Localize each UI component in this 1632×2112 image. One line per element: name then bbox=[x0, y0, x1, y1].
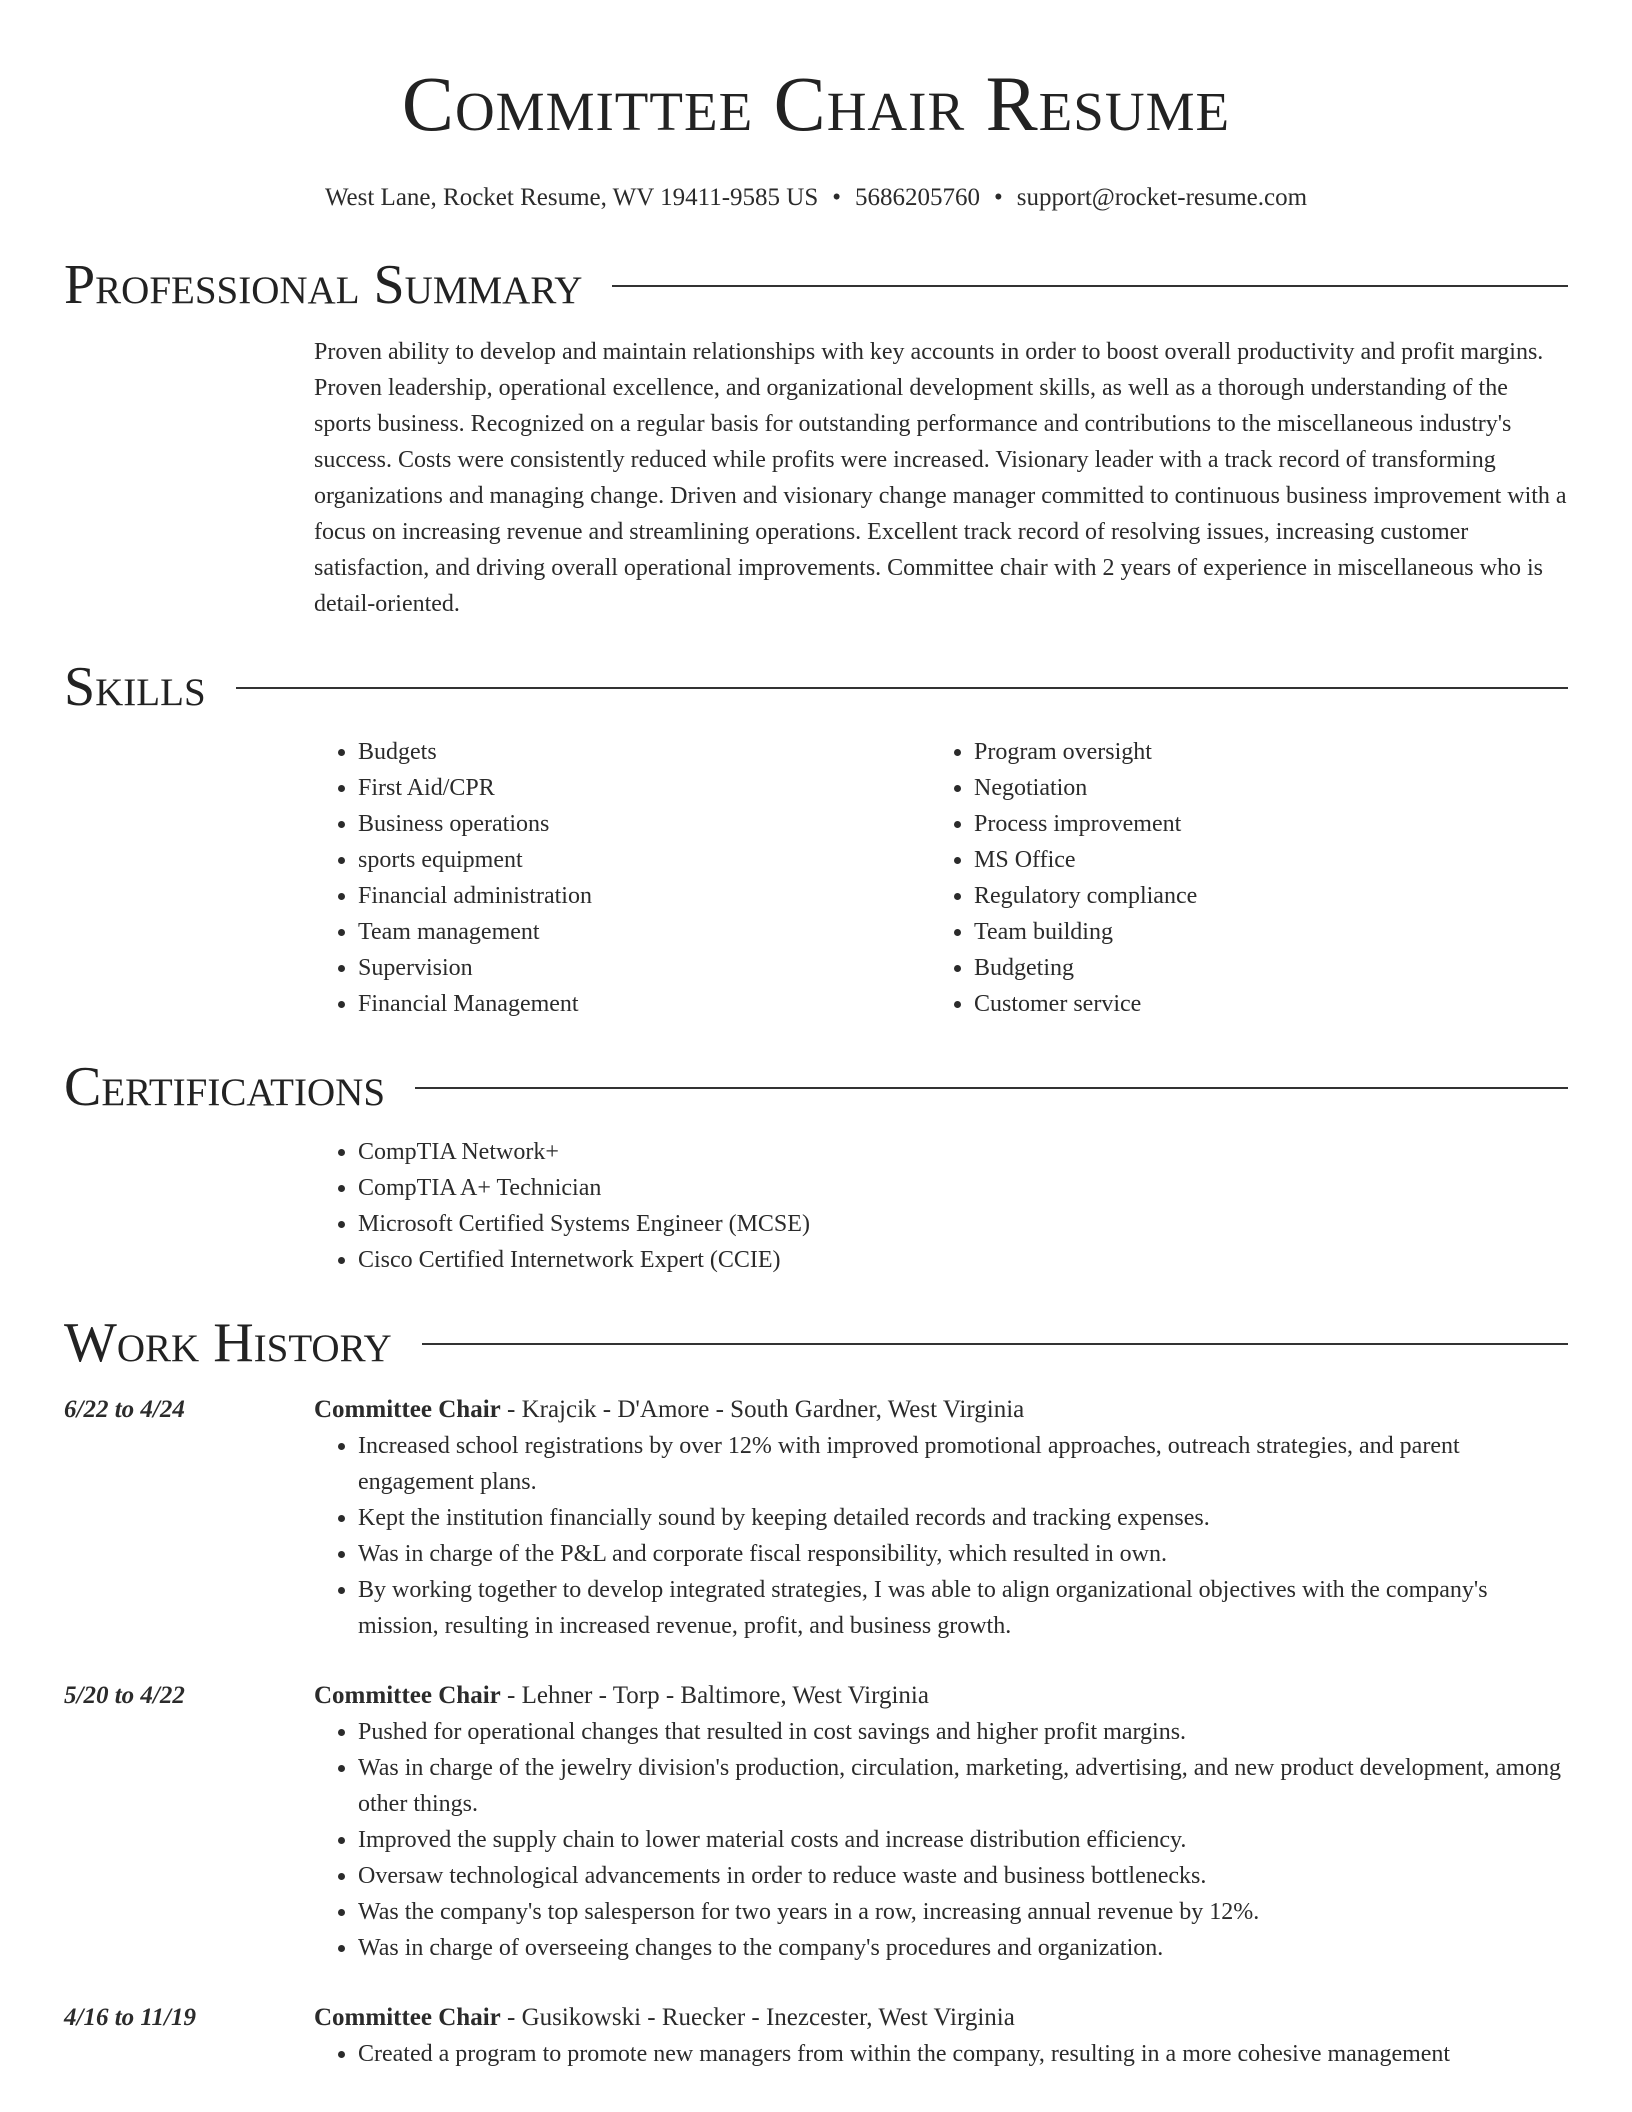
skill-item: • Budgeting bbox=[974, 950, 1546, 986]
skill-item: • Process improvement bbox=[974, 806, 1546, 842]
certification-item: • CompTIA A+ Technician bbox=[358, 1170, 1568, 1206]
job-company: - Lehner - Torp - Baltimore, West Virginia bbox=[500, 1682, 929, 1709]
job-bullet: • Kept the institution financially sound by keeping detailed records and tracking expenses. bbox=[358, 1500, 1568, 1536]
skills-section bbox=[64, 652, 1568, 1022]
job-bullet: • Increased school registrations by over 12% with improved promotional approaches, outreach strategies, and parent engagement plans. bbox=[358, 1428, 1568, 1500]
contact-separator: • bbox=[994, 184, 1003, 211]
contact-separator: • bbox=[832, 184, 841, 211]
contact-line bbox=[0, 184, 1632, 212]
certifications-section bbox=[64, 1052, 1568, 1278]
skill-item: • Supervision bbox=[358, 950, 930, 986]
job-entry bbox=[64, 1678, 1568, 1966]
job-company: - Krajcik - D'Amore - South Gardner, West Virginia bbox=[500, 1396, 1025, 1423]
skill-item: • Financial Management bbox=[358, 986, 930, 1022]
job-bullets bbox=[314, 2036, 1568, 2072]
skill-item: • Program oversight bbox=[974, 734, 1546, 770]
section-heading bbox=[64, 1308, 1568, 1378]
certification-item: • CompTIA Network+ bbox=[358, 1134, 1568, 1170]
skill-item: • Negotiation bbox=[974, 770, 1546, 806]
resume-title: Committee Chair Resume bbox=[401, 60, 1231, 147]
skill-item: • Team management bbox=[358, 914, 930, 950]
section-heading bbox=[64, 250, 1568, 320]
certifications-body bbox=[314, 1134, 1568, 1278]
work-history-section bbox=[64, 1308, 1568, 1378]
job-details bbox=[314, 1678, 1568, 1966]
skills-column-left bbox=[314, 734, 930, 1022]
skill-item: • MS Office bbox=[974, 842, 1546, 878]
contact-email: support@rocket-resume.com bbox=[1016, 184, 1308, 211]
job-entry bbox=[64, 1392, 1568, 1644]
job-bullet: • By working together to develop integrated strategies, I was able to align organizational objectives with the company's mission, resulting in increased revenue, profit, and business growth. bbox=[358, 1572, 1568, 1644]
job-title: Committee Chair bbox=[314, 2004, 501, 2031]
section-divider bbox=[612, 285, 1568, 287]
skill-item: • Customer service bbox=[974, 986, 1546, 1022]
job-dates: 5/20 to 4/22 bbox=[64, 1682, 185, 1709]
skill-item: • Business operations bbox=[358, 806, 930, 842]
skill-item: • sports equipment bbox=[358, 842, 930, 878]
job-bullets bbox=[314, 1714, 1568, 1966]
job-entry bbox=[64, 2000, 1568, 2072]
section-divider bbox=[236, 687, 1568, 689]
contact-phone: 5686205760 bbox=[855, 184, 980, 211]
skill-item: • First Aid/CPR bbox=[358, 770, 930, 806]
job-bullets bbox=[314, 1428, 1568, 1644]
skill-item: • Financial administration bbox=[358, 878, 930, 914]
job-dates: 4/16 to 11/19 bbox=[64, 2004, 196, 2031]
summary-body bbox=[314, 334, 1568, 622]
section-heading bbox=[64, 1052, 1568, 1122]
job-bullet: • Was in charge of the jewelry division's production, circulation, marketing, advertising, and new product development, among other things. bbox=[358, 1750, 1568, 1822]
skill-item: • Budgets bbox=[358, 734, 930, 770]
skills-body bbox=[314, 734, 1568, 1022]
resume-header bbox=[0, 0, 1632, 212]
summary-title: Professional Summary bbox=[64, 254, 583, 316]
job-bullet: • Oversaw technological advancements in order to reduce waste and business bottlenecks. bbox=[358, 1858, 1568, 1894]
job-bullet: • Improved the supply chain to lower material costs and increase distribution efficiency. bbox=[358, 1822, 1568, 1858]
job-bullet: • Was in charge of the P&L and corporate fiscal responsibility, which resulted in own. bbox=[358, 1536, 1568, 1572]
certification-item: • Microsoft Certified Systems Engineer (MCSE) bbox=[358, 1206, 1568, 1242]
skills-title: Skills bbox=[64, 656, 206, 718]
job-bullet: • Was in charge of overseeing changes to the company's procedures and organization. bbox=[358, 1930, 1568, 1966]
job-heading bbox=[314, 1678, 1568, 1714]
job-details bbox=[314, 1392, 1568, 1644]
job-heading bbox=[314, 2000, 1568, 2036]
job-title: Committee Chair bbox=[314, 1396, 501, 1423]
job-company: - Gusikowski - Ruecker - Inezcester, West Virginia bbox=[500, 2004, 1015, 2031]
certifications-title: Certifications bbox=[64, 1056, 386, 1118]
job-heading bbox=[314, 1392, 1568, 1428]
section-divider bbox=[415, 1087, 1568, 1089]
job-title: Committee Chair bbox=[314, 1682, 501, 1709]
work-history-title: Work History bbox=[64, 1312, 392, 1374]
job-bullet: • Created a program to promote new managers from within the company, resulting in a more cohesive management bbox=[358, 2036, 1568, 2072]
summary-section bbox=[64, 250, 1568, 622]
skill-item: • Regulatory compliance bbox=[974, 878, 1546, 914]
skills-column-right bbox=[930, 734, 1546, 1022]
job-dates: 6/22 to 4/24 bbox=[64, 1396, 185, 1423]
certification-item: • Cisco Certified Internetwork Expert (CCIE) bbox=[358, 1242, 1568, 1278]
section-divider bbox=[422, 1343, 1568, 1345]
job-details bbox=[314, 2000, 1568, 2072]
contact-address: West Lane, Rocket Resume, WV 19411-9585 US bbox=[324, 184, 819, 211]
summary-text: Proven ability to develop and maintain relationships with key accounts in order to boost overall productivity and profit margins. Proven leadership, operational excellence, and organizational development skills, as well as a thorough understanding of the sports business. Recognized on a regular basis for outstanding performance and contributions to the miscellaneous industry's success. Costs were consistently reduced while profits were increased. Visionary leader with a track record of transforming organizations and managing change. Driven and visionary change manager committed to continuous business improvement with a focus on increasing revenue and streamlining operations. Excellent track record of resolving issues, increasing customer satisfaction, and driving overall operational improvements. Committee chair with 2 years of experience in miscellaneous who is detail-oriented. bbox=[314, 339, 1567, 617]
skill-item: • Team building bbox=[974, 914, 1546, 950]
section-heading bbox=[64, 652, 1568, 722]
job-bullet: • Was the company's top salesperson for two years in a row, increasing annual revenue by 12%. bbox=[358, 1894, 1568, 1930]
job-bullet: • Pushed for operational changes that resulted in cost savings and higher profit margins. bbox=[358, 1714, 1568, 1750]
